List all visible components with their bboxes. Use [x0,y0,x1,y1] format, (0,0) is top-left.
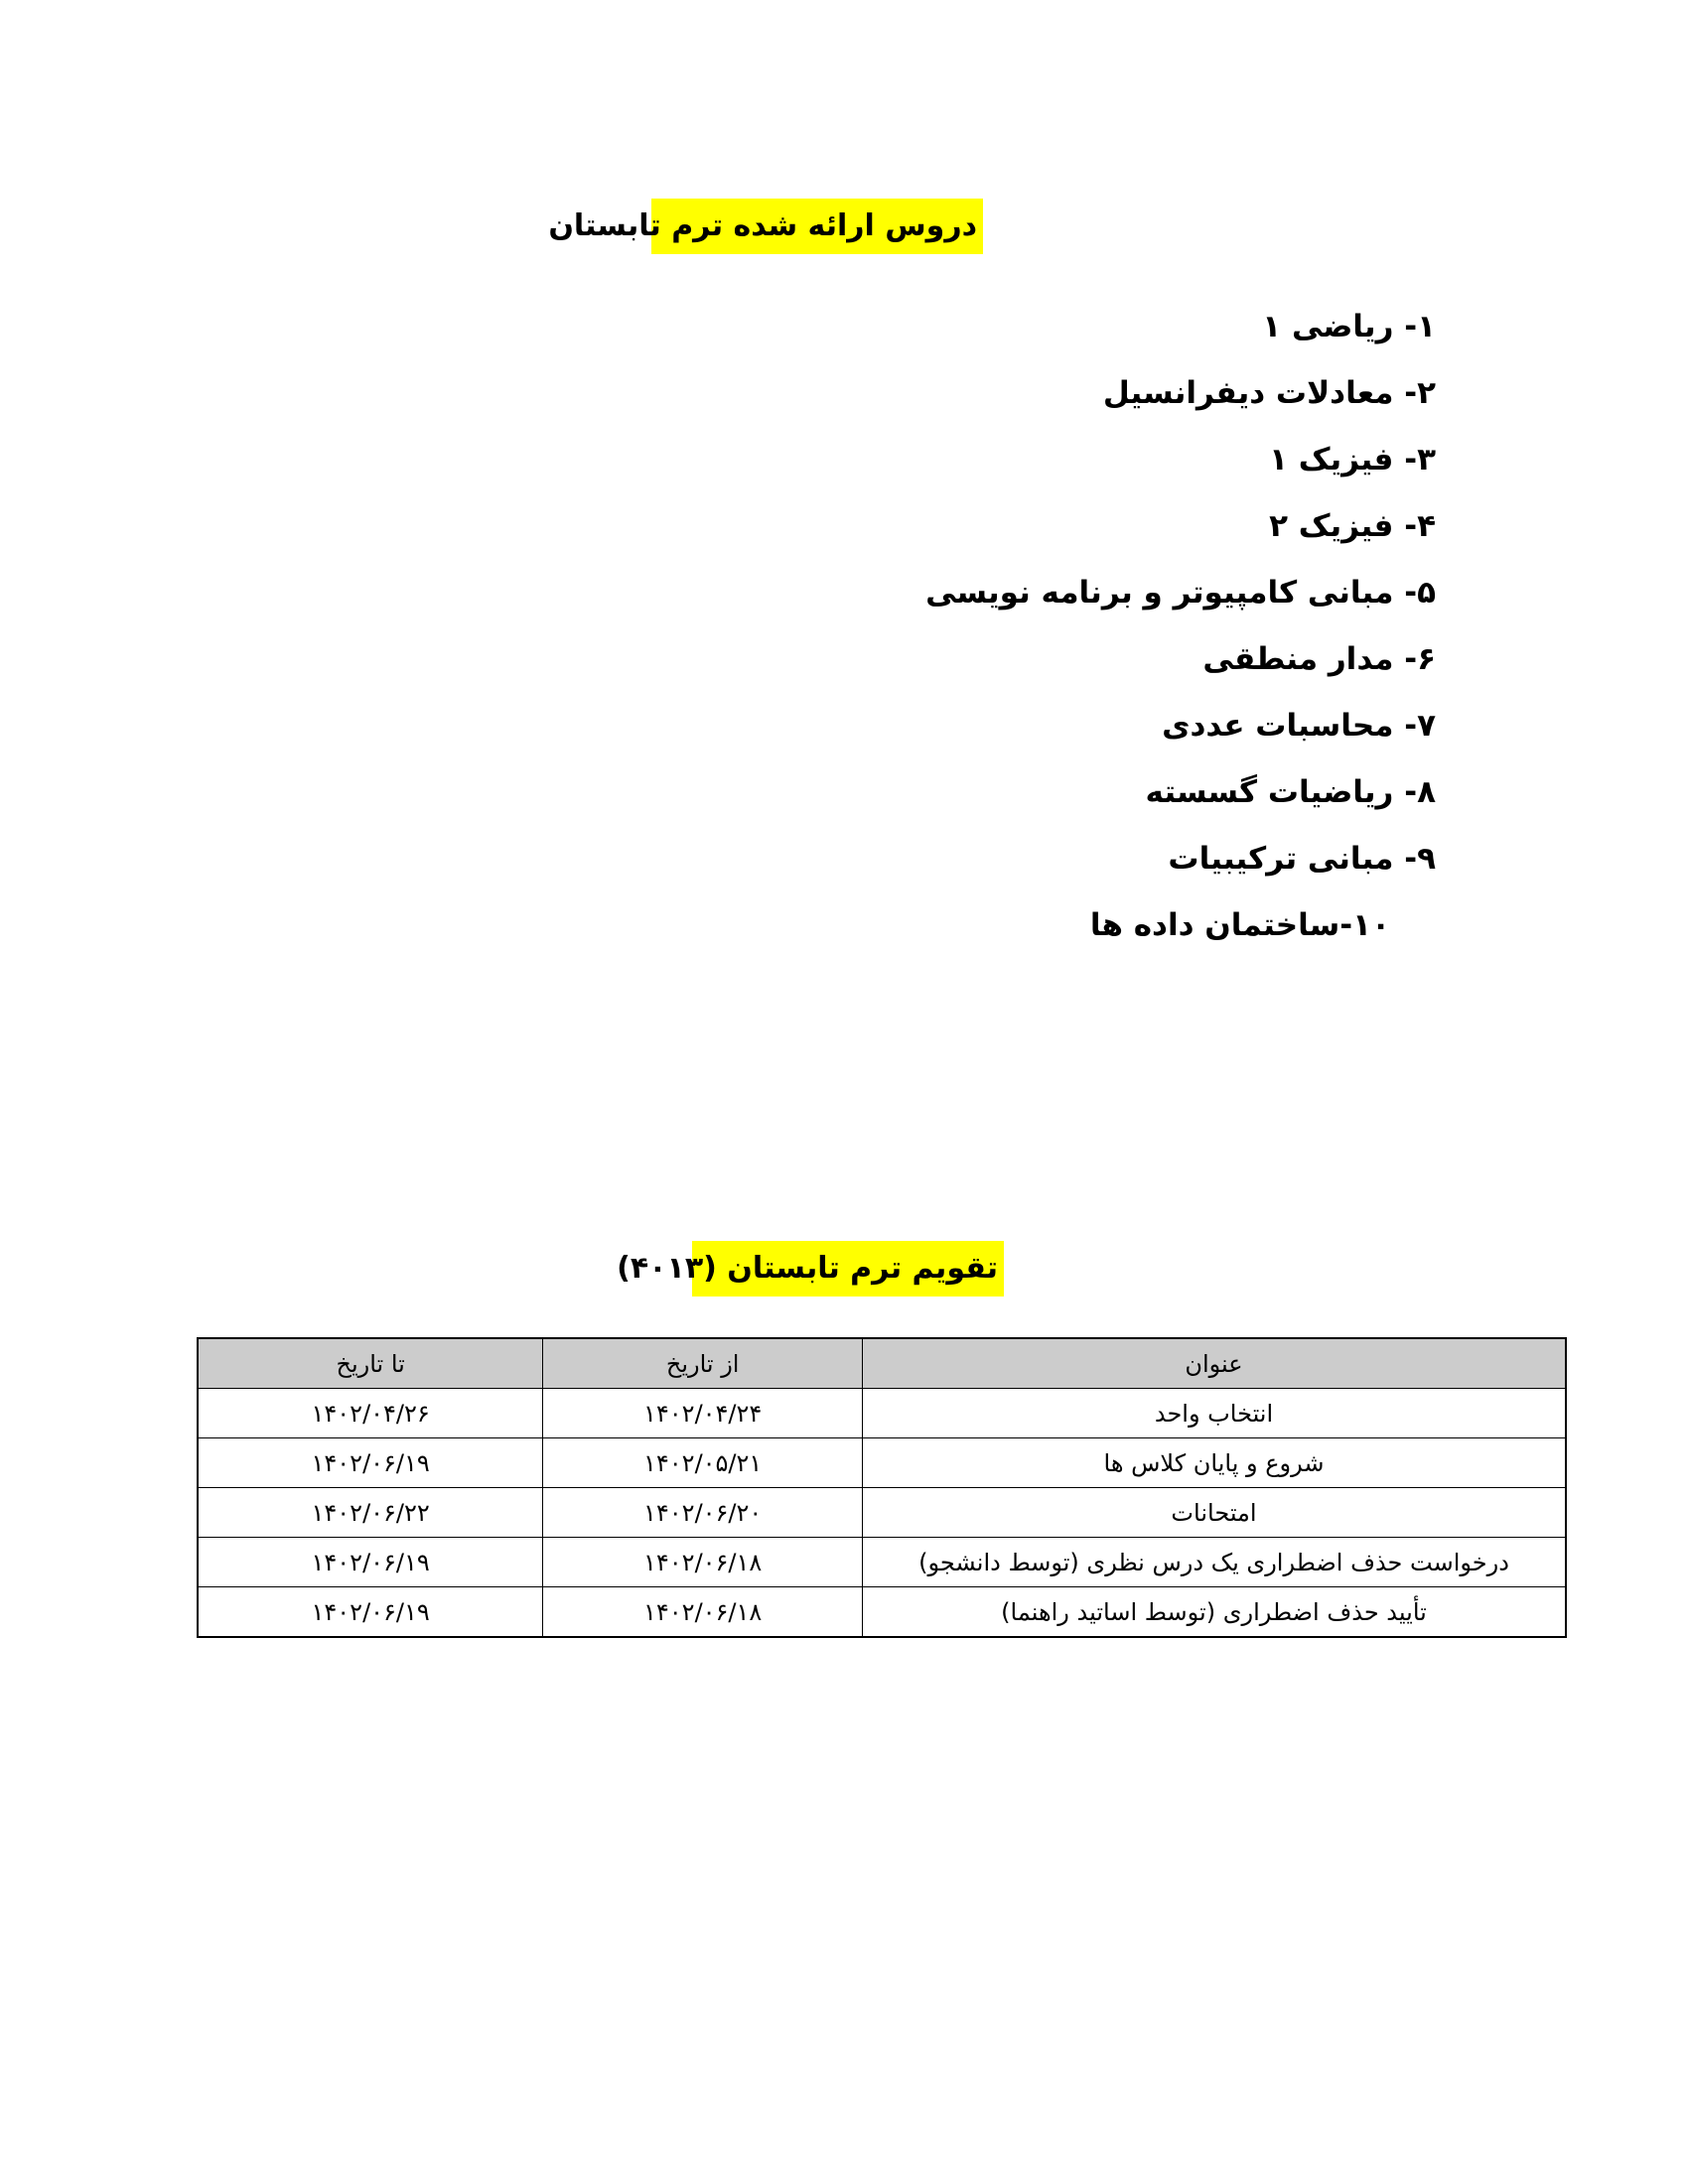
list-item: ۱۰-ساختمان داده ها [1089,907,1390,943]
table-row [198,1587,1566,1638]
cell-from-date: ۱۴۰۲/۰۶/۲۰ [543,1488,863,1538]
list-item: ۱- ریاضی ۱ [1262,309,1436,344]
cell-title: شروع و پایان کلاس ها [863,1438,1567,1488]
list-item: ۵- مبانی کامپیوتر و برنامه نویسی [925,575,1436,611]
list-item: ۴- فیزیک ۲ [1269,508,1436,544]
cell-from-date: ۱۴۰۲/۰۵/۲۱ [543,1438,863,1488]
header-to-date: تا تاریخ [198,1338,543,1389]
cell-to-date: ۱۴۰۲/۰۴/۲۶ [198,1389,543,1438]
table-header-row [198,1338,1566,1389]
table-row [198,1538,1566,1587]
calendar-table [197,1337,1567,1638]
cell-title: تأیید حذف اضطراری (توسط اساتید راهنما) [863,1587,1567,1638]
table-row [198,1438,1566,1488]
cell-title: انتخاب واحد [863,1389,1567,1438]
list-item: ۲- معادلات دیفرانسیل [1102,375,1436,411]
cell-to-date: ۱۴۰۲/۰۶/۱۹ [198,1538,543,1587]
cell-from-date: ۱۴۰۲/۰۶/۱۸ [543,1538,863,1587]
courses-heading: دروس ارائه شده ترم تابستان [651,199,983,254]
table-row [198,1488,1566,1538]
header-title: عنوان [863,1338,1567,1389]
table-row [198,1389,1566,1438]
list-item: ۶- مدار منطقی [1202,641,1436,677]
list-item: ۷- محاسبات عددی [1162,708,1436,744]
course-list [880,294,1436,959]
cell-to-date: ۱۴۰۲/۰۶/۲۲ [198,1488,543,1538]
cell-to-date: ۱۴۰۲/۰۶/۱۹ [198,1587,543,1638]
header-from-date: از تاریخ [543,1338,863,1389]
list-item: ۹- مبانی ترکیبیات [1168,841,1436,877]
cell-from-date: ۱۴۰۲/۰۴/۲۴ [543,1389,863,1438]
list-item: ۳- فیزیک ۱ [1269,442,1436,478]
calendar-heading: تقویم ترم تابستان (۴۰۱۳) [692,1241,1004,1297]
list-item: ۸- ریاضیات گسسته [1145,774,1436,810]
cell-to-date: ۱۴۰۲/۰۶/۱۹ [198,1438,543,1488]
cell-from-date: ۱۴۰۲/۰۶/۱۸ [543,1587,863,1638]
cell-title: امتحانات [863,1488,1567,1538]
cell-title: درخواست حذف اضطراری یک درس نظری (توسط دانشجو) [863,1538,1567,1587]
